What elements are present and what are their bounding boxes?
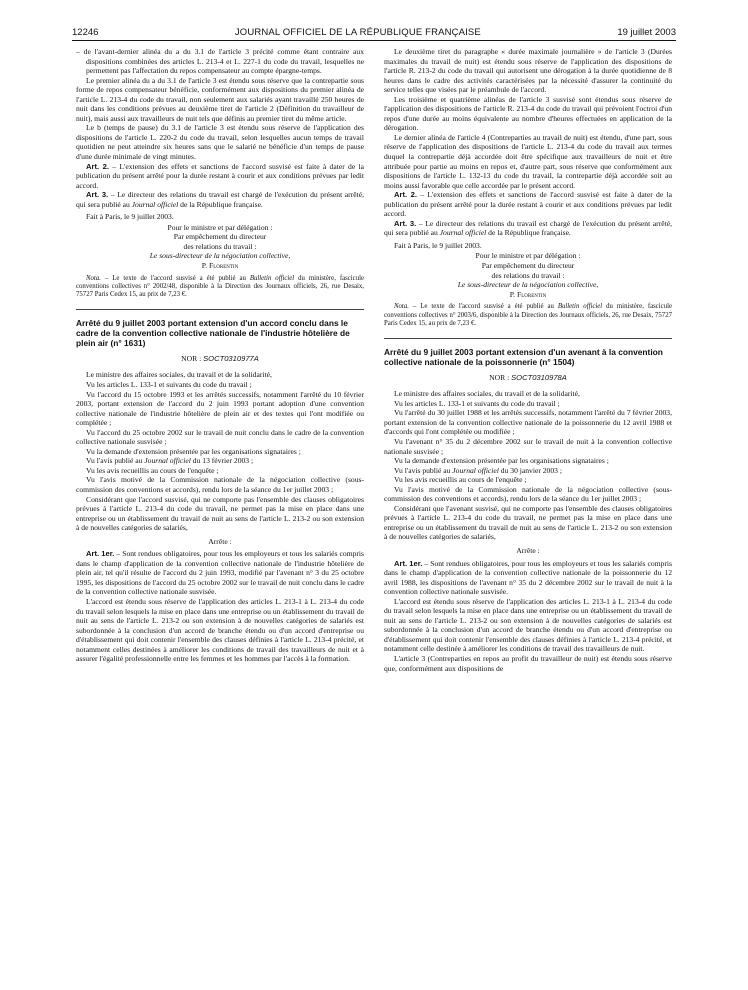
visa-paragraph: Considérant que l'avenant susvisé, qui ne comporte pas l'ensemble des clauses obligatoires prévues à l'article L. 213-4 du code du travail, ne permet pas la mise en place dans une entreprise ou un établissement du travail de nuit au sens de l'article L. 213-2 ou son extension à de nouvelles catégories de salariés, — [384, 503, 672, 542]
visa-paragraph: Vu l'avenant n° 35 du 2 décembre 2002 sur le travail de nuit à la convention collective nationale susvisée ; — [384, 436, 672, 456]
article-1 — [76, 549, 364, 597]
visa-paragraph: Vu la demande d'extension présentée par les organisations signataires ; — [86, 446, 301, 456]
signatory-name: P. Florentin — [509, 289, 547, 299]
visa-paragraph: Le ministre des affaires sociales, du travail et de la solidarité, — [394, 389, 580, 399]
article-text-italic: Journal officiel — [439, 228, 487, 238]
visa-paragraph: Vu l'avis motivé de la Commission nationale de la négociation collective (sous-commission des conventions et accords), rendu lors de la séance du 1er juillet 2003 ; — [76, 475, 364, 494]
place-date: Fait à Paris, le 9 juillet 2003. — [86, 212, 174, 222]
signatory-name: P. Florentin — [201, 261, 239, 271]
article-text-italic: Journal officiel — [131, 199, 179, 209]
visa-paragraph — [76, 456, 364, 466]
header-rule — [72, 40, 676, 41]
nota-text: du ministère, fascicule conventions collectives n° 2003/6, disponible à la Direction des Journaux officiels, 26, rue Desaix, 75727 Paris Cedex 15, au prix de 7,23 €. — [384, 303, 672, 327]
visa-text: du 30 janvier 2003 ; — [498, 465, 562, 475]
article-3 — [76, 190, 364, 209]
visa-paragraph: Vu l'avis motivé de la Commission nationale de la négociation collective (sous-commission des conventions et accords), rendu lors de la séance du 1er juillet 2003 ; — [384, 484, 672, 504]
article-text: de la République française. — [178, 199, 263, 209]
article-text: – Le directeur des relations du travail est chargé de l'exécution du présent arrêté, qui sera publié au — [384, 218, 672, 238]
nor-reference — [76, 354, 364, 364]
signature-line: Par empêchement du directeur — [481, 261, 575, 271]
visa-text: Vu l'avis publié au — [394, 465, 453, 475]
arrete-label: Arrête : — [208, 536, 232, 546]
decree-heading: Arrêté du 9 juillet 2003 portant extension d'un accord conclu dans le cadre de la convention collective nationale de l'industrie hôtelière de plein air (n° 1631) — [76, 318, 350, 349]
signature-block — [384, 251, 672, 299]
article-label: Art. 3. — [86, 190, 109, 200]
nor-label: NOR : — [181, 353, 204, 363]
signature-title-text: Le sous-directeur de la négociation collective, — [149, 251, 291, 261]
left-column — [76, 47, 364, 987]
visa-paragraph: Vu les avis recueillis au cours de l'enquête ; — [394, 475, 527, 485]
paragraph: L'accord est étendu sous réserve de l'application des articles L. 213-1 à L. 213-4 du code du travail selon lesquels la mise en place dans une entreprise ou un établissement du travail de nuit au sens de l'article L. 213-2 ou son extension à de nouvelles catégories de salariés est subordonnée à la conclusion d'un accord de branche étendu ou d'un accord d'entreprise ou d'établissement qui doit contenir l'ensemble des clauses définies à l'article L. 213-4 précité, et notamment celles destinées à améliorer les conditions de travail des travailleurs de nuit et à assurer l'égalité professionnelle entre les femmes et les hommes par l'accès à la formation. — [76, 596, 364, 664]
visa-paragraph: Vu les articles L. 133-1 et suivants du code du travail ; — [86, 379, 252, 389]
paragraph: L'article 3 (Contreparties en repos au profit du travailleur de nuit) est étendu sous réserve que, conformément aux dispositions de — [384, 654, 672, 673]
right-column — [384, 47, 672, 987]
visa-italic: Journal officiel — [452, 465, 499, 475]
article-text: – Sont rendues obligatoires, pour tous les employeurs et tous les salariés compris dans le champ d'application de la convention collective nationale de la poissonnerie du 12 avril 1988, les dispositions de l'avenant n° 35 du 2 décembre 2002 sur le travail de nuit à la convention collective nationale susvisée. — [384, 558, 672, 597]
article-label: Art. 1er. — [394, 558, 423, 568]
visa-paragraph: Vu les articles L. 133-1 et suivants du code du travail ; — [394, 398, 560, 408]
article-2 — [384, 190, 672, 219]
paragraph: – de l'avant-dernier alinéa du a du 3.1 de l'article 3 précité comme étant contraire aux dispositions combinées des articles L. 213-4 et L. 227-1 du code du travail, lesquelles ne permettent pas l'affectation du repos compensateur au compte épargne-temps. — [76, 47, 364, 76]
nor-reference — [384, 373, 672, 383]
article-label: Art. 2. — [394, 190, 417, 200]
paragraph: Le premier alinéa du a du 3.1 de l'article 3 est étendu sous réserve que la contrepartie sous forme de repos compensateur bénéficie, conformément aux dispositions du premier alinéa de l'article L. 213-4 du code du travail, non seulement aux salariés ayant travaillé 250 heures de nuit dans les conditions prévues au deuxième tiret de l'article 2 (Définition du travailleur de nuit), mais aussi aux travailleurs de nuit tels que définis au premier tiret du même article. — [76, 75, 364, 123]
visa-text: du 13 février 2003 ; — [190, 456, 254, 466]
visa-italic: Journal officiel — [144, 456, 191, 466]
section-separator — [384, 338, 672, 339]
nor-code: SOCT0310977A — [203, 353, 259, 363]
arrete-label: Arrête : — [516, 546, 540, 555]
nota-italic: Bulletin officiel — [249, 274, 295, 282]
paragraph: Le dernier alinéa de l'article 4 (Contreparties au travail de nuit) est étendu, d'une part, sous réserve de l'application des dispositions de l'article L. 213-4 du code du travail aux termes duquel la contrepartie déjà accordée doit être spécifique aux travailleurs de nuit et être attribuée pour partie au moins en repos et, d'autre part, sous réserve que conformément aux dispositions de l'article L. 132-13 du code du travail, la contrepartie déjà accordée soit au moins aussi favorable que celle accordée par le présent accord. — [384, 132, 672, 190]
signature-line: des relations du travail : — [491, 270, 565, 280]
article-label: Art. 2. — [86, 161, 109, 171]
article-2 — [76, 162, 364, 191]
visa-paragraph: Le ministre des affaires sociales, du travail et de la solidarité, — [86, 370, 272, 380]
signature-title — [76, 251, 364, 261]
paragraph: Les troisième et quatrième alinéas de l'article 3 susvisé sont étendus sous réserve de l'application des dispositions de l'article R. 213-4 du code du travail qui prévoient l'octroi d'un repos d'une durée au moins équivalente au nombre d'heures effectuées en application de la dérogation. — [384, 94, 672, 133]
nota-note — [76, 275, 364, 300]
article-text: – Le directeur des relations du travail est chargé de l'exécution du présent arrêté, qui sera publié au — [76, 190, 364, 209]
decree-heading: Arrêté du 9 juillet 2003 portant extension d'un avenant à la convention collective nationale de la poissonnerie (n° 1504) — [384, 347, 663, 367]
signature-block — [76, 223, 364, 271]
nota-text: – Le texte de l'accord susvisé a été publié au — [408, 303, 558, 311]
nota-label: Nota. — [394, 303, 409, 311]
visa-paragraph: Vu l'accord du 25 octobre 2002 sur le travail de nuit conclu dans le cadre de la convention collective nationale susvisée ; — [76, 427, 364, 447]
page-number: 12246 — [72, 27, 99, 38]
nota-text: du ministère, fascicule conventions collectives n° 2002/48, disponible à la Direction des Journaux officiels, 26, rue Desaix, 75727 Paris Cedex 15, au prix de 7,23 €. — [76, 274, 364, 299]
signature-title-text: Le sous-directeur de la négociation collective, — [457, 280, 599, 290]
journal-title: JOURNAL OFFICIEL DE LA RÉPUBLIQUE FRANÇAISE — [234, 27, 481, 38]
article-3 — [384, 219, 672, 238]
nor-code: SOCT0310978A — [511, 372, 567, 382]
section-separator — [76, 309, 364, 310]
visa-text: Vu l'avis publié au — [86, 456, 145, 466]
visa-paragraph: Vu les avis recueillis au cours de l'enquête ; — [86, 465, 219, 475]
signature-line: Pour le ministre et par délégation : — [167, 222, 273, 232]
visa-paragraph: Vu l'arrêté du 30 juillet 1988 et les arrêtés successifs, notamment l'arrêté du 7 février 2003, portant extension de la convention collective nationale de la poissonnerie du 12 avril 1988 et d'accords qui l'ont complétée ou modifiée ; — [384, 408, 672, 437]
article-text: – Sont rendues obligatoires, pour tous les employeurs et tous les salariés compris dans le champ d'application de la convention collective nationale de l'industrie hôtelière de plein air, tel qu'il résulte de l'accord du 2 juin 1993, modifié par l'avenant n° 3 du 25 octobre 1995, les dispositions de l'accord du 25 octobre 2002 sur le travail de nuit conclu dans le cadre de la convention collective nationale susvisée. — [76, 549, 364, 597]
paragraph: Le deuxième tiret du paragraphe « durée maximale journalière » de l'article 3 (Durées maximales du travail de nuit) est étendu sous réserve de l'application des dispositions de l'article R. 213-2 du code du travail qui autorisent une dérogation à la durée quotidienne de 8 heures dans le cadre des activités caractérisées par la nécessité d'assurer la continuité du service telles que visées par le préambule de l'accord. — [384, 47, 672, 95]
visa-paragraph: Considérant que l'accord susvisé, qui ne comporte pas l'ensemble des clauses obligatoires prévues à l'article L. 213-4 du code du travail, ne permet pas la mise en place dans une entreprise ou un établissement du travail de nuit au sens de l'article L. 213-2 ou son extension à de nouvelles catégories de salariés, — [76, 494, 364, 533]
paragraph: Le b (temps de pause) du 3.1 de l'article 3 est étendu sous réserve de l'application des dispositions de l'article L. 220-2 du code du travail, selon lesquelles aucun temps de travail quotidien ne peut atteindre six heures sans que le salarié ne bénéficie d'un temps de pause d'une durée minimale de vingt minutes. — [76, 123, 364, 162]
nota-italic: Bulletin officiel — [557, 303, 603, 311]
article-text: – L'extension des effets et sanctions de l'accord susvisé est faite à dater de la publication du présent arrêté pour la durée restant à courir et aux conditions prévues par ledit accord. — [76, 161, 364, 190]
nor-label: NOR : — [489, 372, 512, 382]
page-header — [72, 24, 676, 38]
article-label: Art. 3. — [394, 218, 417, 228]
paragraph: L'accord est étendu sous réserve de l'application des articles L. 213-1 à L. 213-4 du code du travail selon lesquels la mise en place dans une entreprise ou un établissement du travail de nuit au sens de l'article L. 213-2 ou son extension à de nouvelles catégories de salariés est subordonnée à la conclusion d'un accord de branche étendu ou d'un accord d'entreprise ou d'établissement qui doit contenir l'ensemble des clauses définies à l'article L. 213-4 précité, et notamment celle destinée à améliorer les conditions de travail des travailleurs de nuit. — [384, 596, 672, 654]
signature-title — [384, 280, 672, 290]
place-date: Fait à Paris, le 9 juillet 2003. — [394, 240, 482, 250]
visa-paragraph: Vu la demande d'extension présentée par les organisations signataires ; — [394, 456, 609, 466]
visa-paragraph — [384, 466, 672, 476]
article-text: de la République française. — [486, 228, 571, 238]
signature-line: des relations du travail : — [183, 241, 257, 251]
article-text: – L'extension des effets et sanctions de l'accord susvisé est faite à dater de la publication du présent arrêté pour la durée restant à courir et aux conditions prévues par ledit accord. — [384, 190, 672, 219]
issue-date: 19 juillet 2003 — [617, 27, 676, 38]
nota-label: Nota. — [86, 274, 101, 282]
signature-line: Par empêchement du directeur — [173, 232, 267, 242]
nota-text: – Le texte de l'accord susvisé a été publié au — [100, 274, 250, 282]
article-label: Art. 1er. — [86, 549, 115, 559]
visa-paragraph: Vu l'accord du 15 octobre 1993 et les arrêtés successifs, notamment l'arrêté du 10 février 2003, portant extension de l'accord du 2 juin 1993 portant adoption d'une convention collective nationale de l'industrie hôtelière de plein air et des textes qui l'ont modifiée ou complétée ; — [76, 389, 364, 428]
nota-note — [384, 303, 672, 328]
signature-line: Pour le ministre et par délégation : — [475, 251, 581, 261]
article-1 — [384, 559, 672, 597]
